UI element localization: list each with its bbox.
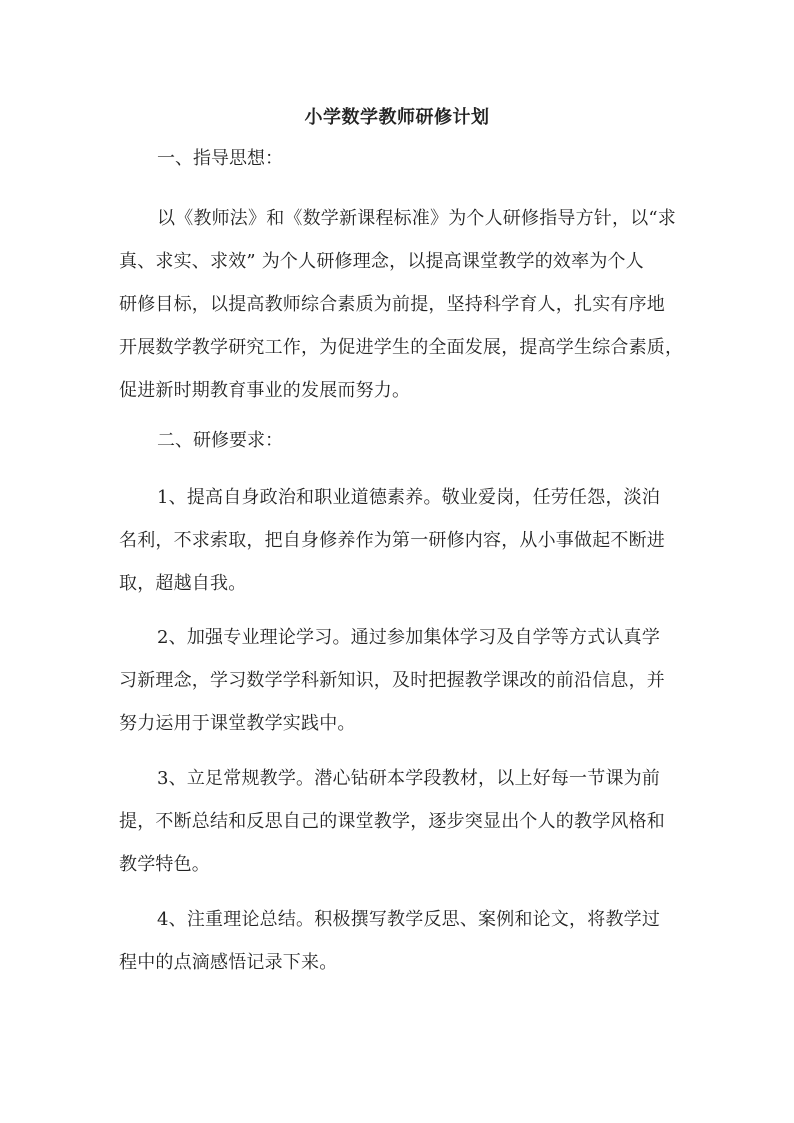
paragraph-requirement-2 [119,616,679,745]
paragraph-line: 教学特色。 [119,854,210,875]
paragraph-line: 提，不断总结和反思自己的课堂教学，逐步突显出个人的教学风格和 [119,811,665,832]
paragraph-line: 以《教师法》和《数学新课程标准》为个人研修指导方针，以“求 [157,208,676,229]
document-title: 小学数学教师研修计划 [304,107,490,128]
paragraph-line: 1、提高自身政治和职业道德素养。敬业爱岗，任劳任怨，淡泊 [157,487,661,508]
paragraph-guiding-thought [119,197,684,412]
paragraph-line: 2、加强专业理论学习。通过参加集体学习及自学等方式认真学 [157,627,661,648]
section-heading-guiding-thought: 一、指导思想： [157,148,283,169]
paragraph-line: 名利，不求索取，把自身修养作为第一研修内容，从小事做起不断进 [119,530,665,551]
paragraph-line: 努力运用于课堂教学实践中。 [119,713,356,734]
paragraph-requirement-1 [119,476,679,605]
paragraph-line: 4、注重理论总结。积极撰写教学反思、案例和论文，将教学过 [157,909,661,930]
paragraph-line: 3、立足常规教学。潜心钻研本学段教材，以上好每一节课为前 [157,768,661,789]
paragraph-line: 真、求实、求效” 为个人研修理念，以提高课堂教学的效率为个人 [119,251,644,272]
section-heading-requirements: 二、研修要求： [157,430,283,451]
paragraph-line: 程中的点滴感悟记录下来。 [119,952,338,973]
paragraph-line: 习新理念，学习数学学科新知识，及时把握教学课改的前沿信息，并 [119,670,665,691]
paragraph-line: 研修目标，以提高教师综合素质为前提，坚持科学育人，扎实有序地 [119,294,665,315]
paragraph-line: 促进新时期教育事业的发展而努力。 [119,380,411,401]
paragraph-requirement-3 [119,757,679,886]
paragraph-line: 开展数学教学研究工作，为促进学生的全面发展，提高学生综合素质， [119,337,684,358]
paragraph-line: 取，超越自我。 [119,573,247,594]
paragraph-requirement-4 [119,898,679,984]
